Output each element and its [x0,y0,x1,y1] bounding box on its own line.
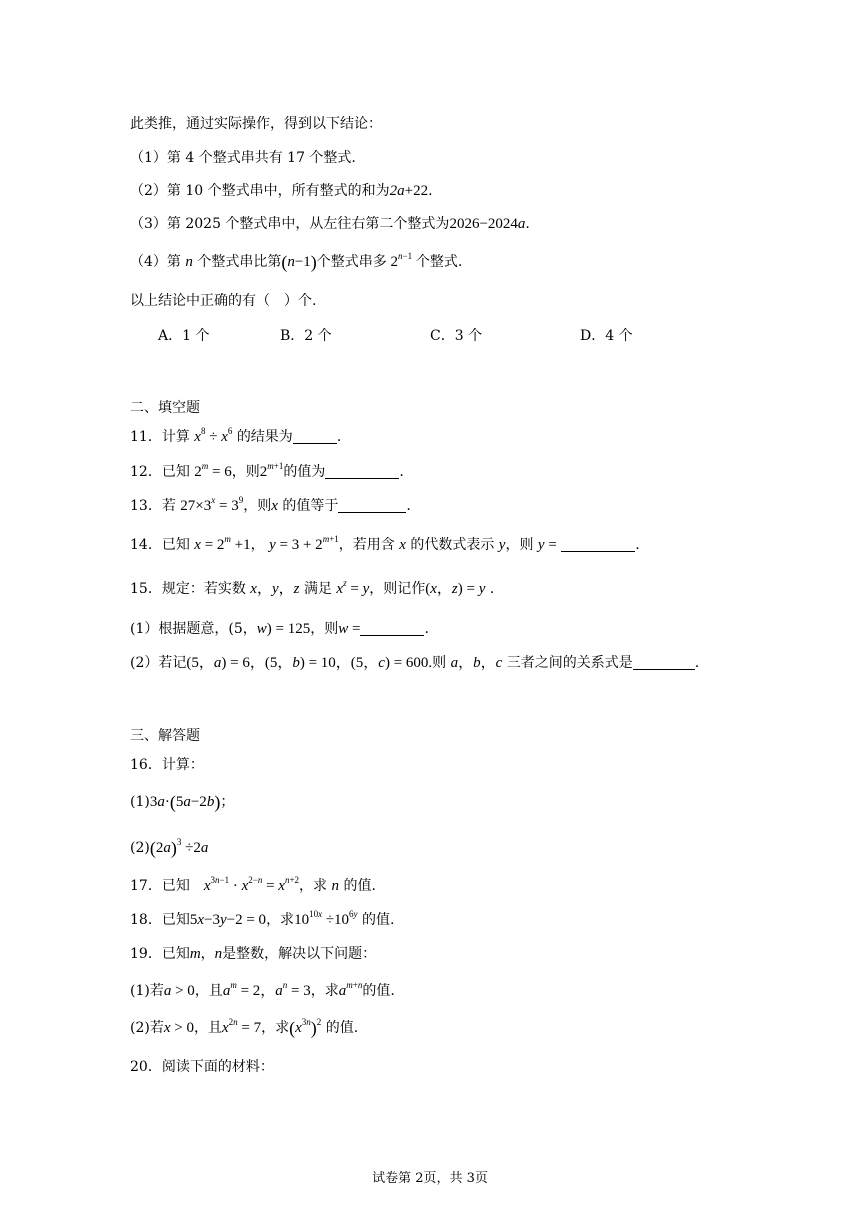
page-footer: 试卷第 2页，共 3页 [372,1171,488,1186]
question-16-part-2: $(2)(2a)^3 \div 2a$ [130,837,209,858]
question-12: 12．已知 $2^m = 6$，则$2^{m+1}$的值为 . [130,461,404,480]
question-15: 15．规定：若实数 x，y，z 满足 $x^z = y$，则记作(x，z) = y . [130,578,495,597]
question-15-part-1: (1）根据题意，(5，w) = 125，则w = . [130,621,429,637]
question-18: 18．已知5x−3y−2 = 0，求$10^{10x} \div 10^{6y}$ 的值. [130,909,395,928]
section-title-solve: 三、解答题 [130,728,200,744]
answer-blank[interactable] [561,537,635,552]
question-prompt: 以上结论中正确的有（ ）个. [130,293,317,309]
answer-blank[interactable] [360,621,424,636]
question-17: 17．已知 $x^{3n-1} \cdot x^{2-n} = x^{n+2}$，求 n 的值. [130,875,376,894]
question-11: 11．计算 $x^8 \div x^6$ 的结果为 . [130,426,342,445]
answer-blank[interactable] [293,429,337,444]
question-14: 14．已知 $x = 2^m +1$， $y = 3 + 2^{m+1}$，若用含 x 的代数式表示 y，则 y = . [130,534,640,553]
answer-blank[interactable] [633,655,695,670]
option-b[interactable]: B．2 个 [280,328,332,344]
conclusion-1: （1）第 4 个整式串共有 17 个整式. [130,150,356,166]
section-title-fill-in: 二、填空题 [130,400,200,416]
question-20: 20．阅读下面的材料： [130,1059,274,1075]
question-19-part-1: (1)若a > 0，且$a^m = 2$，$a^n = 3$，求$a^{m+n}$的值. [130,980,395,999]
option-a[interactable]: A．1 个 [158,328,210,344]
conclusion-2: （2）第 10 个整式串中，所有整式的和为2a+22. [130,183,433,199]
question-16-part-1: (1)3a·(5a−2b)； [130,792,235,812]
question-15-part-2: (2）若记(5，a) = 6，(5，b) = 10，(5，c) = 600.则 a，b，c 三者之间的关系式是 . [130,655,700,671]
question-13: 13．若 $27\times 3^x = 3^9$，则x 的值等于 . [130,495,411,514]
question-19: 19．已知m，n是整数，解决以下问题： [130,946,377,962]
option-d[interactable]: D．4 个 [580,328,633,344]
question-19-part-2: (2)若x > 0，且$x^{2n} = 7$，求$(x^{3n})^2$ 的值. [130,1017,359,1038]
answer-blank[interactable] [338,498,406,513]
option-c[interactable]: C．3 个 [430,328,483,344]
question-16: 16．计算： [130,757,204,773]
conclusion-4: （4）第 n 个整式串比第(n−1)个整式串多 $2^{n-1}$ 个整式. [130,251,463,272]
intro-text: 此类推，通过实际操作，得到以下结论： [130,116,382,132]
answer-blank[interactable] [325,464,399,479]
conclusion-3: （3）第 2025 个整式串中，从左往右第二个整式为2026−2024a. [130,216,530,232]
